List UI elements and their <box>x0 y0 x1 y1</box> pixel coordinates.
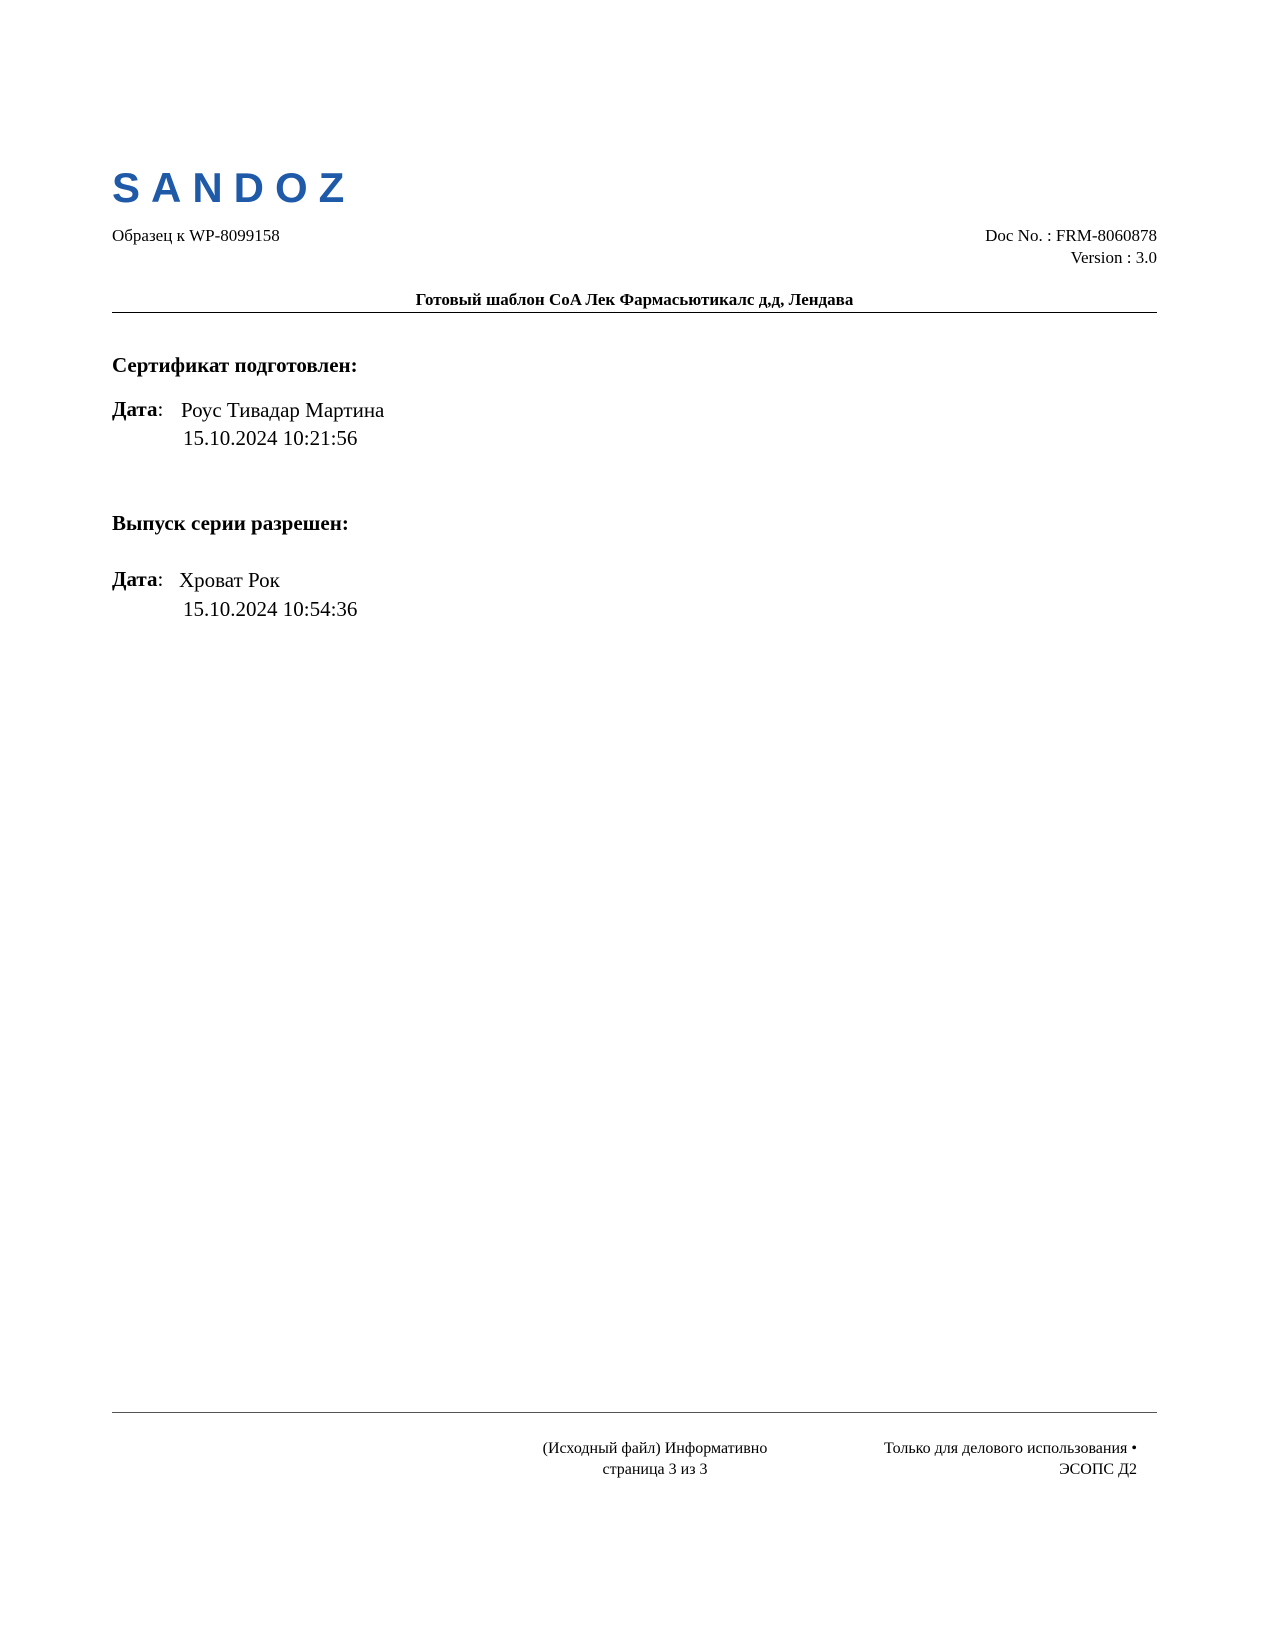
sandoz-logo: SANDOZ <box>112 164 356 211</box>
footer-divider <box>112 1412 1157 1413</box>
doc-number: Doc No. : FRM-8060878 <box>985 226 1157 245</box>
source-note: (Исходный файл) Информативно <box>542 1440 768 1457</box>
date-label-colon: : <box>157 397 164 421</box>
usage-note: Только для делового использования • <box>884 1440 1137 1457</box>
sample-reference: Образец к WP-8099158 <box>112 226 280 245</box>
doc-version: Version : 3.0 <box>1070 248 1157 267</box>
signature-timestamp: 15.10.2024 10:21:56 <box>183 426 358 450</box>
batch-release-heading: Выпуск серии разрешен: <box>112 511 349 535</box>
date-label-text: Дата <box>112 567 158 591</box>
template-title: Готовый шаблон CoA Лек Фармасьютикалс д,д, Лендава <box>415 290 854 309</box>
signature-timestamp: 15.10.2024 10:54:36 <box>183 597 358 621</box>
header-divider <box>112 312 1157 313</box>
footer-usage <box>884 1438 1137 1480</box>
date-label <box>112 566 163 592</box>
date-label <box>112 396 163 422</box>
system-name: ЭСОПС Д2 <box>1059 1461 1137 1478</box>
date-label-colon: : <box>157 567 164 591</box>
page-number: страница 3 из 3 <box>602 1461 708 1478</box>
signer-name: Хроват Рок <box>179 568 280 592</box>
footer-page-info <box>530 1438 780 1480</box>
doc-info <box>985 225 1157 269</box>
date-label-text: Дата <box>112 397 158 421</box>
certificate-prepared-heading: Сертификат подготовлен: <box>112 353 358 377</box>
signer-name: Роус Тивадар Мартина <box>181 398 385 422</box>
